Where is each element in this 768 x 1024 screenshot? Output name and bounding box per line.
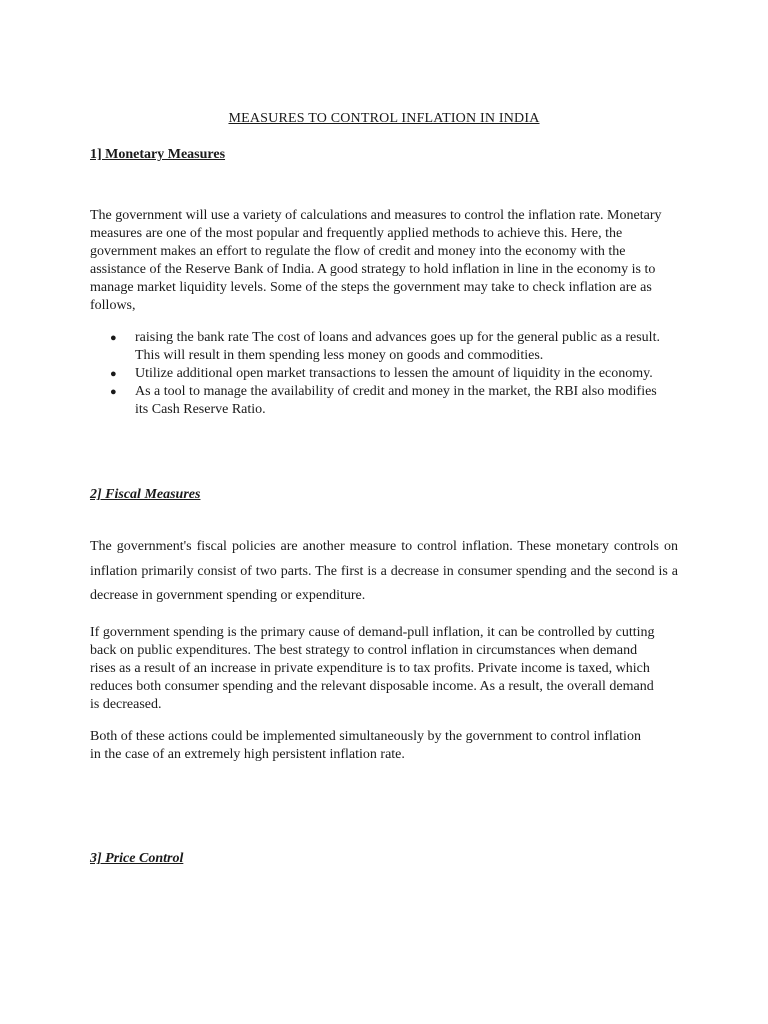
bullet-icon: ● <box>110 332 117 344</box>
paragraph-fiscal-intro: The government's fiscal policies are another measure to control inflation. These monetary controls on inflation primarily consist of two parts. The first is a decrease in consumer spending and the second is a decrease in government spending or expenditure. <box>90 539 678 603</box>
bullet-icon: ● <box>110 368 117 380</box>
list-item <box>110 329 670 365</box>
bullet-icon: ● <box>110 386 117 398</box>
section-heading-monetary-measures: 1] Monetary Measures <box>90 147 226 162</box>
paragraph-monetary-intro: The government will use a variety of calculations and measures to control the inflation rate. Monetary measures are one of the most popular and frequently applied methods to achieve this. Here, the government makes an effort to regulate the flow of credit and money into the economy with the assistance of the Reserve Bank of India. A good strategy to hold inflation in line in the economy is to manage market liquidity levels. Some of the steps the government may take to check inflation are as follows, <box>90 208 662 313</box>
list-item <box>110 383 670 419</box>
paragraph-fiscal-demand-pull: If government spending is the primary cause of demand-pull inflation, it can be controlled by cutting back on public expenditures. The best strategy to control inflation in circumstances when demand rises as a result of an increase in private expenditure is to tax profits. Private income is taxed, which reduces both consumer spending and the relevant disposable income. As a result, the overall demand is decreased. <box>90 625 655 712</box>
section-heading-price-control: 3] Price Control <box>90 851 184 866</box>
document-title: MEASURES TO CONTROL INFLATION IN INDIA <box>228 111 540 126</box>
monetary-measures-list <box>110 329 670 419</box>
list-item <box>110 365 670 383</box>
list-item-text: As a tool to manage the availability of credit and money in the market, the RBI also modifies its Cash Reserve Ratio. <box>135 384 657 417</box>
section-heading-fiscal-measures: 2] Fiscal Measures <box>90 487 201 502</box>
list-item-text: raising the bank rate The cost of loans and advances goes up for the general public as a result. This will result in them spending less money on goods and commodities. <box>135 330 660 363</box>
list-item-text: Utilize additional open market transactions to lessen the amount of liquidity in the economy. <box>135 366 653 381</box>
paragraph-fiscal-combined: Both of these actions could be implemented simultaneously by the government to control inflation in the case of an extremely high persistent inflation rate. <box>90 729 641 762</box>
